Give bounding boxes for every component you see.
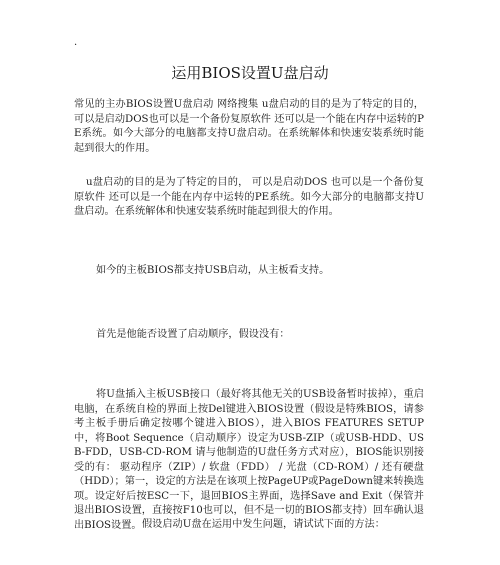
- paragraph-troubleshoot: 假设启动U盘在运用中发生问题，请试试下面的方法：: [142, 519, 385, 530]
- paragraph-bios-steps: 将U盘插入主板USB接口（最好将其他无关的USB设备暂时拔掉），重启电脑，在系统自检的界面上按Del键进入BIOS设置（假设是特殊BIOS，请参考主板手册后确定按哪个键进入BIOS），进入BIOS FEATURES SETUP中，将Boot Sequence（启动顺序）设定为USB-ZIP（或USB-HDD、USB-FDD，USB-CD-ROM 请与他制造的U盘任务方式对应），BIOS能识别接受的有： 驱动程序（ZIP）/ 软盘（FDD） / 光盘（CD-ROM）/ 还有硬盘（HDD）；第一，设定的方法是在该项上按PageUP或PageDown键来转换选项。设定好后按ESC一下，退回BIOS主界面，选择Save and Exit（保管并退出BIOS设置，直接按F10也可以，但不是一切的BIOS都支持）回车确认退出BIOS设置。: [74, 389, 424, 531]
- paragraph-purpose: u盘启动的目的是为了特定的目的， 可以是启动DOS 也可以是一个备份复原软件 还可以是一个能在内存中运转的PE系统。如今大部分的电脑都支持U盘启动。在系统解体和快速安装系统时能起到很大的作用。: [74, 177, 424, 217]
- paragraph-boot-order: 首先是他能否设置了启动顺序，假设没有：: [96, 329, 290, 340]
- page-marker: .: [74, 37, 78, 48]
- paragraph-intro: 常见的主办BIOS设置U盘启动 网络搜集 u盘启动的目的是为了特定的目的，可以是启动DOS也可以是一个备份复原软件 还可以是一个能在内存中运转的PE系统。如今大部分的电脑都支持U盘启动。在系统解体和快速安装系统时能起到很大的作用。: [74, 99, 424, 154]
- document-title: 运用BIOS设置U盘启动: [171, 64, 329, 82]
- paragraph-usb-support: 如今的主板BIOS都支持USB启动，从主板看支持。: [96, 265, 330, 276]
